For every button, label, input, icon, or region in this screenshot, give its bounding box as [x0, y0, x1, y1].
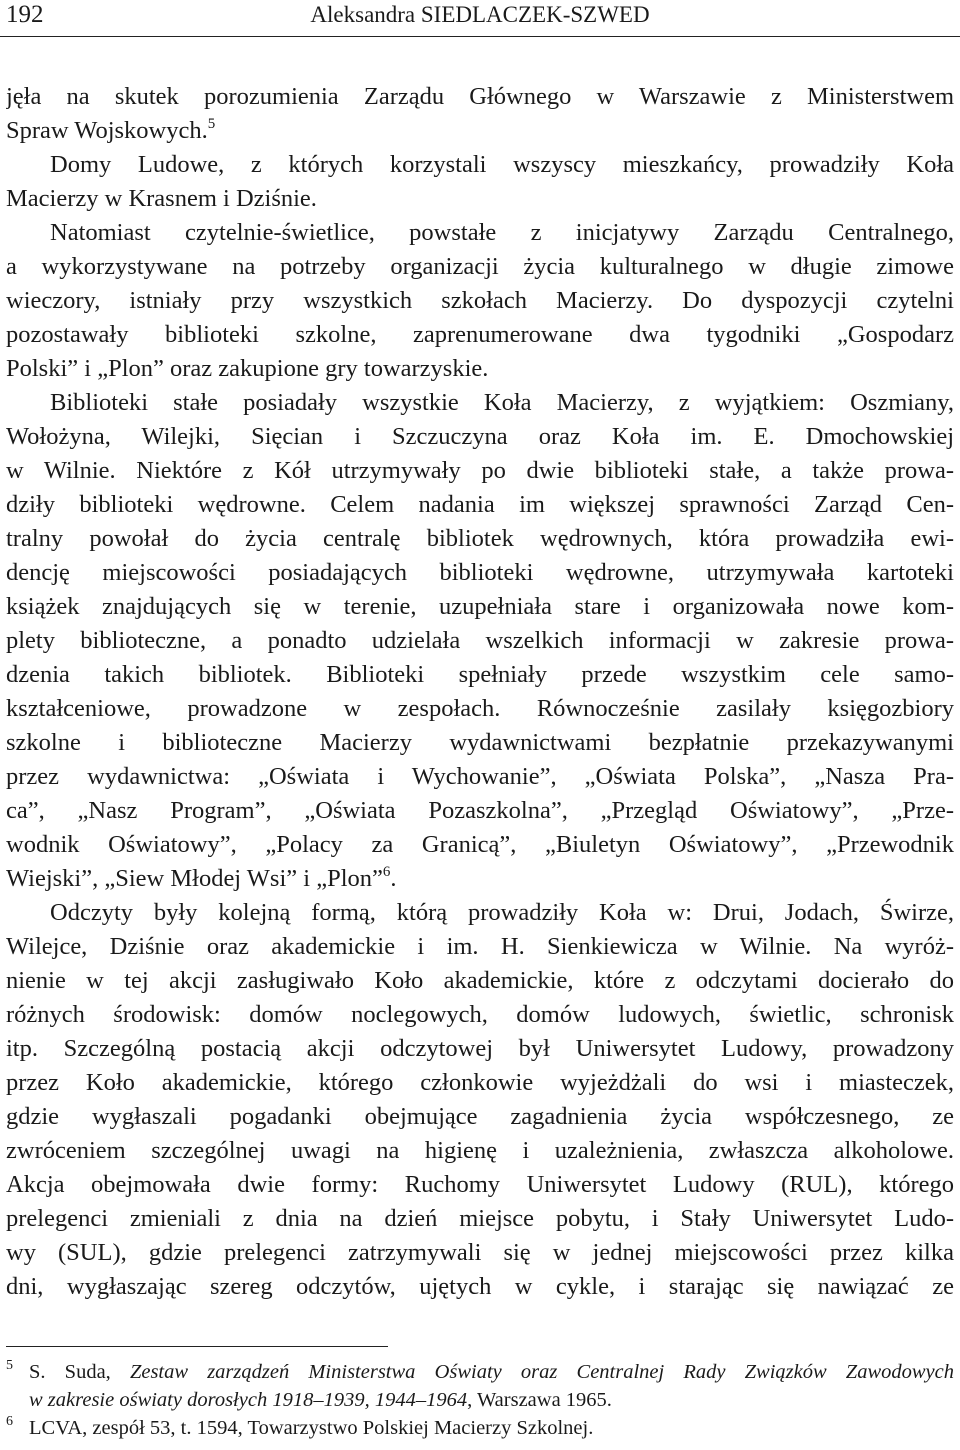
text-line [6, 998, 954, 1032]
text-line [6, 1066, 954, 1100]
text-line [6, 1134, 954, 1168]
line-text: wy (SUL), gdzie prelegenci zatrzymywali się w jednej miejscowości przez kilka [6, 1239, 954, 1266]
line-text: Polski” i „Plon” oraz zakupione gry towarzyskie. [6, 355, 489, 382]
text-line [6, 522, 954, 556]
text-line [6, 624, 954, 658]
text-line [6, 658, 954, 692]
line-text: dziły biblioteki wędrowne. Celem nadania im większej sprawności Zarząd Cen- [6, 491, 954, 518]
text-line [6, 420, 954, 454]
footnote-author: S. Suda, [29, 1361, 130, 1383]
text-line [6, 318, 954, 352]
text-line [6, 352, 954, 386]
text-line [6, 1032, 954, 1066]
footnotes [6, 1358, 954, 1442]
text-line [6, 114, 954, 148]
line-punctuation: . [390, 865, 397, 892]
line-text: książek znajdujących się w terenie, uzupełniała stare i organizowała nowe kom- [6, 593, 954, 620]
text-line [6, 80, 954, 114]
line-text: Macierzy w Krasnem i Dziśnie. [6, 185, 317, 212]
footnote-title-cont: w zakresie oświaty dorosłych 1918–1939, 1944–1964 [29, 1389, 468, 1411]
text-line [6, 862, 954, 896]
line-text: przez Koło akademickie, którego członkowie wyjeżdżali do wsi i miasteczek, [6, 1069, 954, 1096]
footnote-reference: 5 [207, 116, 216, 132]
header-rule [0, 36, 960, 37]
text-line [6, 1202, 954, 1236]
line-text: tralny powołał do życia centralę bibliotek wędrownych, która prowadziła ewi- [6, 525, 954, 552]
line-text: prelegenci zmieniali z dnia na dzień miejsce pobytu, i Stały Uniwersytet Ludo- [6, 1205, 954, 1232]
line-text: a wykorzystywane na potrzeby organizacji życia kulturalnego w długie zimowe [6, 253, 954, 280]
line-text: Odczyty były kolejną formą, którą prowadziły Koła w: Drui, Jodach, Świrze, [50, 899, 954, 926]
line-text: plety biblioteczne, a ponadto udzielała wszelkich informacji w zakresie prowa- [6, 627, 954, 654]
line-text: dzenia takich bibliotek. Biblioteki spełniały przede wszystkim cele samo- [6, 661, 954, 688]
line-text: Natomiast czytelnie-świetlice, powstałe z inicjatywy Zarządu Centralnego, [50, 219, 954, 246]
line-text: Biblioteki stałe posiadały wszystkie Koła Macierzy, z wyjątkiem: Oszmiany, [50, 389, 954, 416]
line-text: itp. Szczególną postacią akcji odczytowej był Uniwersytet Ludowy, prowadzony [6, 1035, 954, 1062]
line-text: w Wilnie. Niektóre z Kół utrzymywały po dwie biblioteki stałe, a także prowa- [6, 457, 954, 484]
text-line [6, 930, 954, 964]
text-line [6, 454, 954, 488]
text-line [6, 828, 954, 862]
text-line [6, 1100, 954, 1134]
line-text: wieczory, istniały przy wszystkich szkołach Macierzy. Do dyspozycji czytelni [6, 287, 954, 314]
line-text: pozostawały biblioteki szkolne, zaprenumerowane dwa tygodniki „Gospodarz [6, 321, 954, 348]
text-line [6, 760, 954, 794]
line-text: nienie w tej akcji zasługiwało Koło akademickie, które z odczytami docierało do [6, 967, 954, 994]
line-text: zwróceniem szczególnej uwagi na higienę i uzależnienia, zwłaszcza alkoholowe. [6, 1137, 954, 1164]
text-line [6, 250, 954, 284]
footnote-rule [6, 1346, 388, 1347]
footnote-6 [6, 1414, 954, 1442]
line-text: Spraw Wojskowych. [6, 117, 208, 144]
running-head-author: Aleksandra SIEDLACZEK-SZWED [310, 2, 650, 27]
line-text: kształceniowe, prowadzone w zespołach. Równocześnie zasilały księgozbiory [6, 695, 954, 722]
line-text: dencję miejscowości posiadających biblioteki wędrowne, utrzymywała kartoteki [6, 559, 954, 586]
text-line [6, 794, 954, 828]
line-text: Wilejce, Dziśnie oraz akademickie i im. H. Sienkiewicza w Wilnie. Na wyróż- [6, 933, 954, 960]
footnote-mark: 5 [6, 1358, 13, 1373]
footnote-reference: 6 [382, 864, 391, 880]
line-text: Akcja obejmowała dwie formy: Ruchomy Uniwersytet Ludowy (RUL), którego [6, 1171, 954, 1198]
text-line [6, 1236, 954, 1270]
page-number: 192 [6, 1, 44, 28]
footnote-mark: 6 [6, 1414, 13, 1429]
text-line [6, 216, 954, 250]
running-header [0, 0, 960, 30]
line-text: Domy Ludowe, z których korzystali wszyscy mieszkańcy, prowadziły Koła [50, 151, 954, 178]
line-text: szkolne i biblioteczne Macierzy wydawnictwami bezpłatnie przekazywanymi [6, 729, 954, 756]
text-line [6, 692, 954, 726]
text-line [6, 386, 954, 420]
line-text: Wiejski”, „Siew Młodej Wsi” i „Plon” [6, 865, 383, 892]
footnote-5 [6, 1358, 954, 1414]
line-text: przez wydawnictwa: „Oświata i Wychowanie”, „Oświata Polska”, „Nasza Pra- [6, 763, 954, 790]
line-text: gdzie wygłaszali pogadanki obejmujące zagadnienia życia współczesnego, ze [6, 1103, 954, 1130]
text-line [6, 590, 954, 624]
line-text: różnych środowisk: domów noclegowych, domów ludowych, świetlic, schronisk [6, 1001, 954, 1028]
text-line [6, 284, 954, 318]
body-text [6, 80, 954, 1304]
text-line [6, 726, 954, 760]
line-text: jęła na skutek porozumienia Zarządu Głównego w Warszawie z Ministerstwem [6, 83, 954, 110]
text-line [6, 1270, 954, 1304]
text-line [6, 556, 954, 590]
text-line [6, 1168, 954, 1202]
text-line [6, 964, 954, 998]
text-line [6, 148, 954, 182]
line-text: dni, wygłaszając szereg odczytów, ujętych w cykle, i starając się nawiązać ze [6, 1273, 954, 1300]
line-text: ca”, „Nasz Program”, „Oświata Pozaszkolna”, „Przegląd Oświatowy”, „Prze- [6, 797, 954, 824]
footnote-title: Zestaw zarządzeń Ministerstwa Oświaty oraz Centralnej Rady Związków Zawodowych [129, 1361, 954, 1383]
text-line [6, 896, 954, 930]
footnote-text: LCVA, zespół 53, t. 1594, Towarzystwo Polskiej Macierzy Szkolnej. [29, 1417, 594, 1439]
footnote-publication: , Warszawa 1965. [467, 1389, 612, 1411]
text-line [6, 488, 954, 522]
line-text: Wołożyna, Wilejki, Sięcian i Szczuczyna oraz Koła im. E. Dmochowskiej [6, 423, 954, 450]
line-text: wodnik Oświatowy”, „Polacy za Granicą”, „Biuletyn Oświatowy”, „Przewodnik [6, 831, 954, 858]
text-line [6, 182, 954, 216]
